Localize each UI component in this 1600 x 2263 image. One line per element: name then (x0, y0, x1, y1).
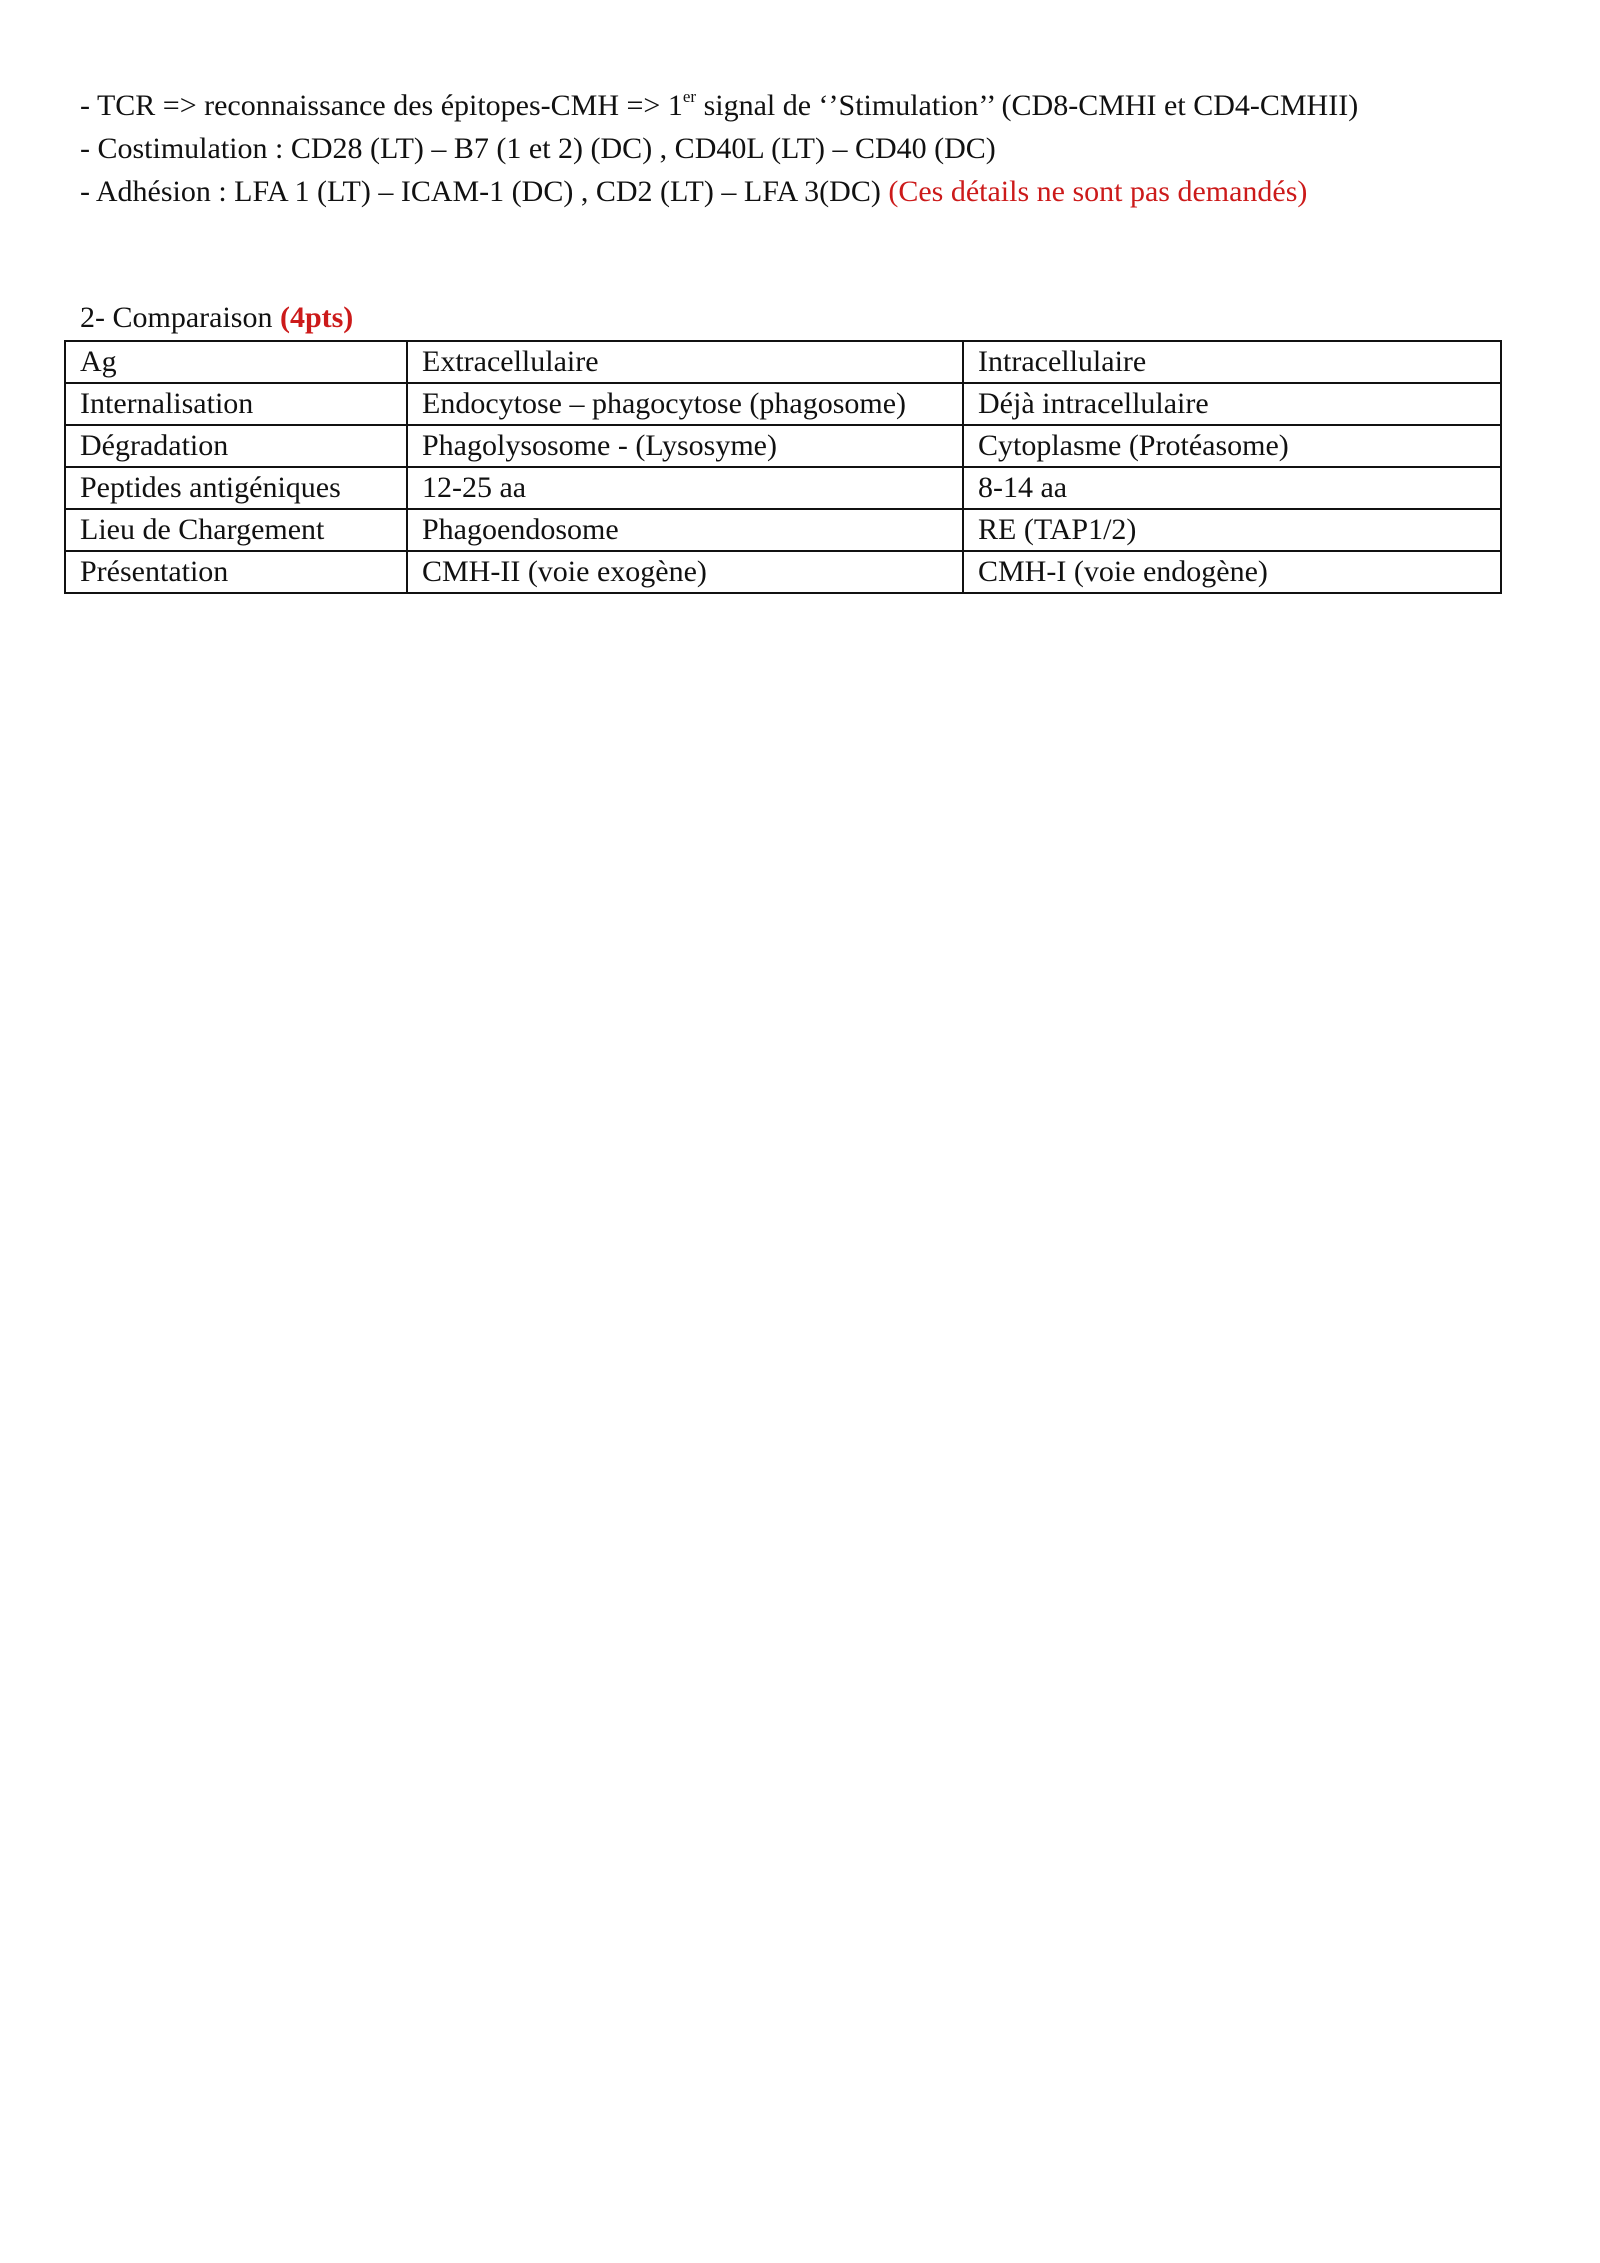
table-cell: Phagoendosome (407, 509, 963, 551)
superscript-er: er (682, 87, 697, 106)
intro-lines (80, 84, 1358, 213)
table-cell: Intracellulaire (963, 341, 1501, 383)
table-cell: RE (TAP1/2) (963, 509, 1501, 551)
table-cell: CMH-I (voie endogène) (963, 551, 1501, 593)
table-row (65, 467, 1501, 509)
table-row (65, 509, 1501, 551)
tcr-line-text: - TCR => reconnaissance des épitopes-CMH => 1 (80, 89, 683, 122)
tcr-line (80, 84, 1358, 127)
costimulation-line (80, 127, 1358, 170)
table-cell: Présentation (65, 551, 407, 593)
adhesion-note: (Ces détails ne sont pas demandés) (888, 175, 1308, 208)
tcr-line-text-end: signal de ‘’Stimulation’’ (CD8-CMHI et CD4-CMHII) (696, 89, 1359, 122)
adhesion-line (80, 170, 1358, 213)
section-points: (4pts) (279, 301, 354, 334)
table-cell: Internalisation (65, 383, 407, 425)
table-cell: Extracellulaire (407, 341, 963, 383)
table-cell: Ag (65, 341, 407, 383)
table-cell: Dégradation (65, 425, 407, 467)
table-cell: 12-25 aa (407, 467, 963, 509)
table-row (65, 383, 1501, 425)
table-cell: Endocytose – phagocytose (phagosome) (407, 383, 963, 425)
table-row (65, 425, 1501, 467)
table-row (65, 341, 1501, 383)
table-cell: Peptides antigéniques (65, 467, 407, 509)
section-title: 2- Comparaison (80, 301, 280, 334)
table-row (65, 551, 1501, 593)
adhesion-line-text: - Adhésion : LFA 1 (LT) – ICAM-1 (DC) , CD2 (LT) – LFA 3(DC) (80, 175, 889, 208)
table-cell: Phagolysosome - (Lysosyme) (407, 425, 963, 467)
costimulation-line-text: - Costimulation : CD28 (LT) – B7 (1 et 2) (DC) , CD40L (LT) – CD40 (DC) (80, 132, 996, 165)
table-cell: Déjà intracellulaire (963, 383, 1501, 425)
comparison-table (64, 340, 1502, 594)
table-cell: Cytoplasme (Protéasome) (963, 425, 1501, 467)
table-cell: CMH-II (voie exogène) (407, 551, 963, 593)
table-cell: Lieu de Chargement (65, 509, 407, 551)
table-cell: 8-14 aa (963, 467, 1501, 509)
section-heading (80, 298, 353, 338)
